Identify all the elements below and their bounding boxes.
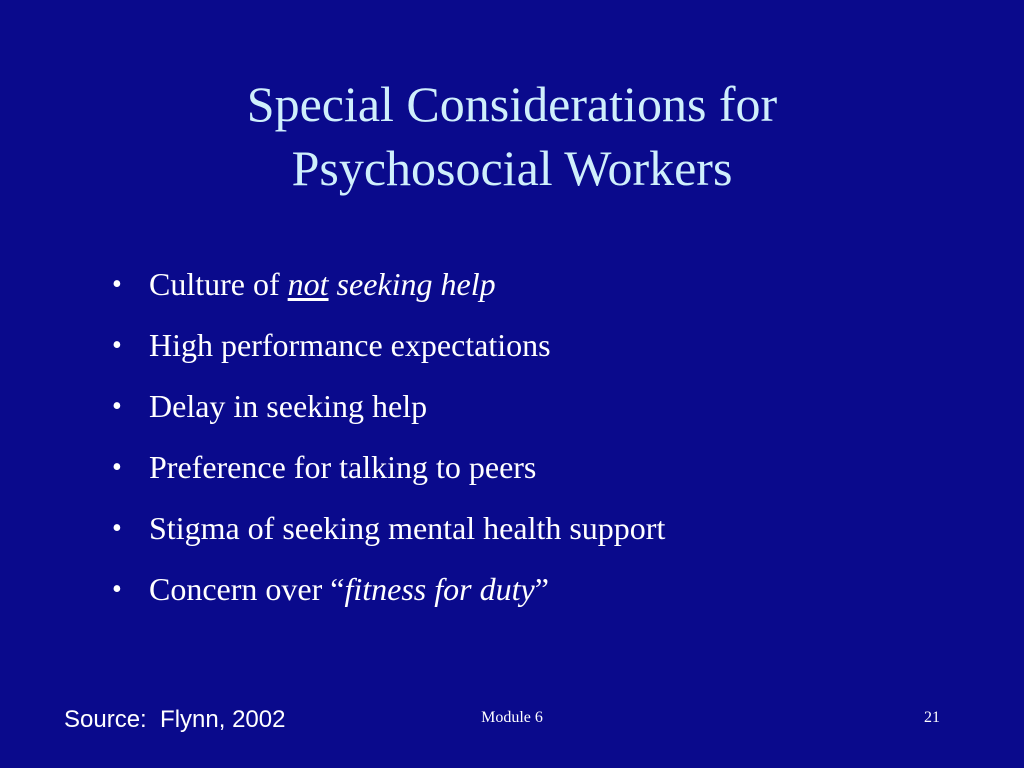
bullet-text-emphasis: seeking help [336,266,496,302]
source-citation: Source: Flynn, 2002 [64,706,286,733]
bullet-text: Culture of [149,266,288,302]
bullet-icon: • [112,330,122,361]
bullet-text: High performance expectations [149,327,551,363]
bullet-item [112,315,932,376]
bullet-item [112,376,932,437]
bullet-item [112,437,932,498]
bullet-icon: • [112,513,122,544]
bullet-icon: • [112,452,122,483]
slide-title-line-1: Special Considerations for [246,76,778,132]
slide-number: 21 [924,709,940,726]
bullet-item [112,559,932,620]
bullet-text [329,266,337,302]
bullet-icon: • [112,391,122,422]
bullet-icon: • [112,269,122,300]
bullet-text-emphasis: not [287,266,329,302]
bullet-text-emphasis: fitness for duty [344,571,535,607]
bullet-item [112,254,932,315]
slide-title-line-2: Psychosocial Workers [291,140,733,196]
bullet-text: Concern over “ [149,571,345,607]
bullet-icon: • [112,574,122,605]
bullet-item [112,498,932,559]
bullet-list [112,254,932,620]
bullet-text: ” [534,571,549,607]
footer-module-label: Module 6 [481,709,543,726]
bullet-text: Stigma of seeking mental health support [149,510,666,546]
bullet-text: Delay in seeking help [149,388,428,424]
slide-title [100,72,924,200]
bullet-text: Preference for talking to peers [149,449,537,485]
